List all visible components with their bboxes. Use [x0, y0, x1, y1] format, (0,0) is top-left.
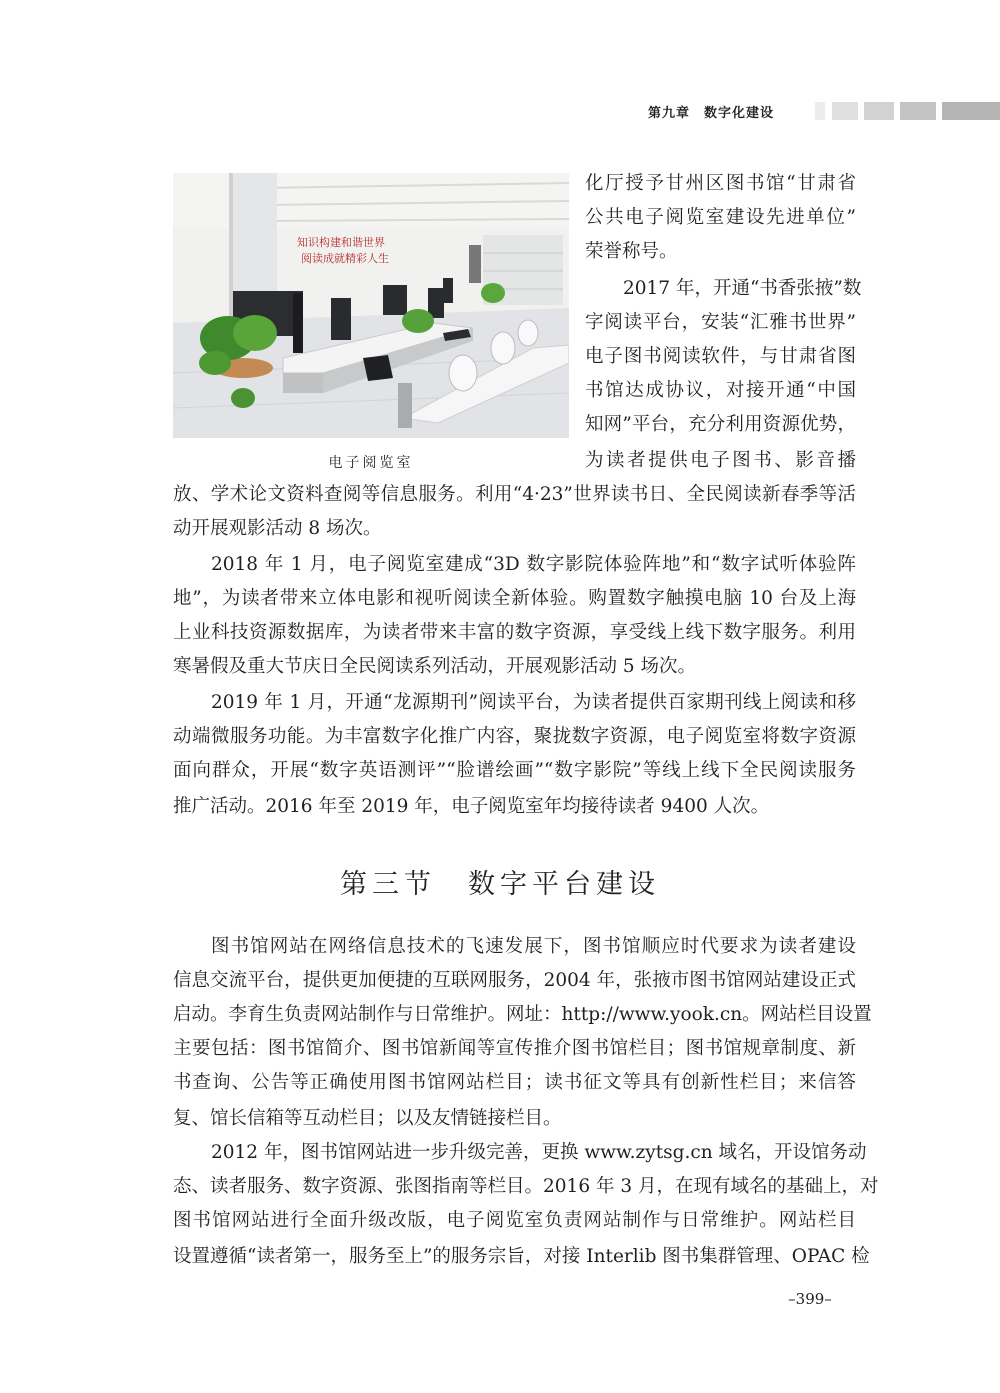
- text-line: 化厅授予甘州区图书馆“甘肃省: [585, 173, 856, 194]
- text-line: 放、学术论文资料查阅等信息服务。利用“4·23”世界读书日、全民阅读新春季等活: [173, 484, 856, 505]
- page-number: –399–: [788, 1290, 832, 1308]
- running-header: [0, 100, 1000, 124]
- wall-slogan-line2: 阅读成就精彩人生: [301, 252, 389, 265]
- text-line: 图书馆网站在网络信息技术的飞速发展下，图书馆顺应时代要求为读者建设: [211, 936, 856, 957]
- text-line: 电子图书阅读软件，与甘肃省图: [585, 346, 856, 367]
- text-line: 主要包括：图书馆简介、图书馆新闻等宣传推介图书馆栏目；图书馆规章制度、新: [173, 1038, 856, 1059]
- section-title: 第三节 数字平台建设: [340, 869, 660, 900]
- text-line: 地”，为读者带来立体电影和视听阅读全新体验。购置数字触摸电脑 10 台及上海: [173, 588, 856, 609]
- text-line: 态、读者服务、数字资源、张图指南等栏目。2016 年 3 月，在现有域名的基础上，对: [173, 1176, 879, 1197]
- photo-caption: 电子阅览室: [328, 455, 414, 471]
- wall-slogan-line1: 知识构建和谐世界: [297, 236, 385, 249]
- text-line: 公共电子阅览室建设先进单位”: [585, 207, 856, 228]
- text-line: 设置遵循“读者第一，服务至上”的服务宗旨，对接 Interlib 图书集群管理、OPAC 检: [173, 1246, 870, 1267]
- text-line: 图书馆网站进行全面升级改版，电子阅览室负责网站制作与日常维护。网站栏目: [173, 1210, 856, 1231]
- text-line: 2017 年，开通“书香张掖”数: [623, 278, 862, 299]
- text-line: 寒暑假及重大节庆日全民阅读系列活动，开展观影活动 5 场次。: [173, 656, 697, 677]
- header-decor-bar: [864, 102, 894, 120]
- text-line: 2012 年，图书馆网站进一步升级完善，更换 www.zytsg.cn 域名，开设馆务动: [211, 1142, 867, 1163]
- header-decor-bar: [900, 102, 936, 120]
- text-line: 书查询、公告等正确使用图书馆网站栏目；读书征文等具有创新性栏目；来信答: [173, 1072, 856, 1093]
- text-line: 书馆达成协议，对接开通“中国: [585, 380, 856, 401]
- text-line: 动开展观影活动 8 场次。: [173, 518, 382, 539]
- text-line: 上业科技资源数据库，为读者带来丰富的数字资源，享受线上线下数字服务。利用: [173, 622, 856, 643]
- reading-room-photo: [173, 173, 569, 438]
- text-line: 面向群众，开展“数字英语测评”“脸谱绘画”“数字影院”等线上线下全民阅读服务: [173, 760, 856, 781]
- text-line: 为读者提供电子图书、影音播: [585, 450, 856, 471]
- text-line: 启动。李育生负责网站制作与日常维护。网址：http://www.yook.cn。网站栏目设置: [173, 1004, 872, 1025]
- header-decor-bar: [942, 102, 1000, 120]
- header-decor-bar: [815, 102, 825, 120]
- text-line: 字阅读平台，安装“汇雅书世界”: [585, 312, 856, 333]
- text-line: 2018 年 1 月，电子阅览室建成“3D 数字影院体验阵地”和“数字试听体验阵: [211, 554, 856, 575]
- text-line: 复、馆长信箱等互动栏目；以及友情链接栏目。: [173, 1108, 562, 1129]
- chapter-title: 第九章 数字化建设: [648, 106, 775, 121]
- text-line: 2019 年 1 月，开通“龙源期刊”阅读平台，为读者提供百家期刊线上阅读和移: [211, 692, 856, 713]
- text-line: 信息交流平台，提供更加便捷的互联网服务，2004 年，张掖市图书馆网站建设正式: [173, 970, 856, 991]
- text-line: 动端微服务功能。为丰富数字化推广内容，聚拢数字资源，电子阅览室将数字资源: [173, 726, 856, 747]
- text-line: 推广活动。2016 年至 2019 年，电子阅览室年均接待读者 9400 人次。: [173, 796, 770, 817]
- header-decor-bar: [832, 102, 858, 120]
- text-line: 知网”平台，充分利用资源优势，: [585, 414, 856, 435]
- text-line: 荣誉称号。: [585, 241, 678, 262]
